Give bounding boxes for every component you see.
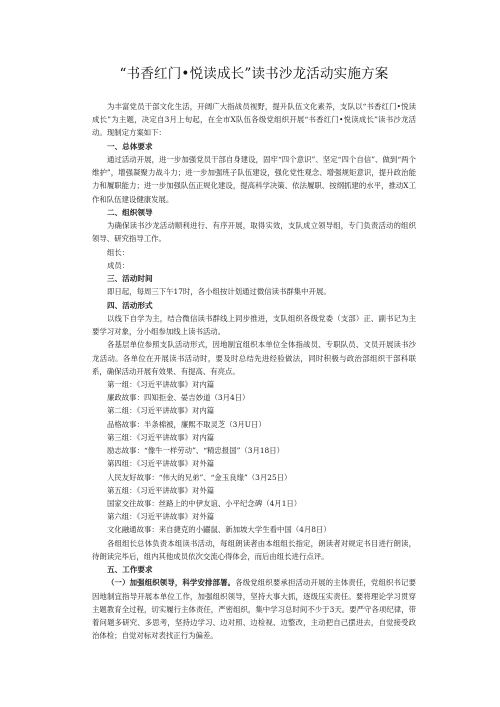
section-heading-time: 三、活动时间 <box>107 274 153 284</box>
schedule-line: 品格故事：半条棉被，廉熙不取灵芝（3月U日） <box>107 419 266 429</box>
schedule-line: 文化融通故事：来自捷克的小鼹鼠、新加坡大学生看中国（4月8日） <box>107 525 331 535</box>
section-heading-general: 一、总体要求 <box>107 141 153 151</box>
requirement-text: 各级党组织要承担活动开展的主体责任，党组织书记要因地制宜指导开展本单位工作，加强组织领导，坚持大事大抓，逐级压实责任。要将理论学习贯穿主题教育全过程，切实履行主体责任，严密组织，集中学习总时间不少于3天。要严守各项纪律，带着问题多研究、多思考，坚持边学习、边对照、边检视、边整改，主动把自己摆进去，自觉接受政治体检；自觉对标对表找正行为偏差。 <box>92 578 416 641</box>
section-heading-format: 四、活动形式 <box>107 300 153 310</box>
schedule-line: 第五组：《习近平讲故事》对外篇 <box>107 485 215 495</box>
leader-line: 组长： <box>107 247 130 257</box>
schedule-line: 第四组：《习近平讲故事》对外篇 <box>107 459 215 469</box>
schedule-line: 第二组：《习近平讲故事》对内篇 <box>107 406 215 416</box>
section-body-format-2: 各基层单位参照支队活动形式，因地制宜组织本单位全体指战员、专职队员、文员开展读书沙龙活动。各单位在开展读书活动时，要及时总结先进经验做法，同时积极与政治部组织干部科联系，确保活动开展有效果、有提高、有亮点。 <box>92 340 416 376</box>
schedule-line: 国家交往故事：丝路上的中伊友谊、小平纪念碑（4月1日） <box>107 498 302 508</box>
schedule-line: 人民友好故事：“伟大的兄弟”、“金玉良缘”（3月25日） <box>107 472 292 482</box>
section-body-leadership: 为确保读书沙龙活动顺利进行、有序开展，取得实效，支队成立领导组，专门负责活动的组织领导、研究指导工作。 <box>92 221 416 244</box>
section-body-general: 通过活动开展，进一步加强党员干部自身建设，固牢“四个意识”、坚定“四个自信”、做到“两个维护”，增强凝聚力战斗力；进一步加强班子队伍建设，强化党性观念、增强规矩意识，提升政治能力和履职能力；进一步加强队伍正规化建设，提高科学决策、依法履职、按纲抓建的水平，推动X工作和队伍建设健康发展。 <box>92 155 416 204</box>
section-heading-requirements: 五、工作要求 <box>107 564 153 574</box>
section-body-requirements <box>92 576 416 642</box>
section-heading-leadership: 二、组织领导 <box>107 207 153 217</box>
section-body-format-1: 以线下自学为主，结合微信读书群线上同步推进，支队组织各级党委（支部）正、副书记为主要学习对象，分小组参加线上读书活动。 <box>92 314 416 337</box>
schedule-line: 第六组：《习近平讲故事》对外篇 <box>107 512 215 522</box>
schedule-line: 励志故事：“像牛一样劳动”、“精忠报国”（3月18日） <box>107 446 285 456</box>
section-body-time: 即日起，每周三下午17时，各小组按计划通过微信读书群集中开展。 <box>107 287 331 297</box>
document-title: “书香红门•悦读成长”读书沙龙活动实施方案 <box>119 66 389 82</box>
section-body-format-3: 各组组长总体负责本组读书活动，每组朗读者由本组组长指定，朗读者对规定书目进行朗读，待朗读完毕后，组内其他成员依次交流心得体会，而后由组长进行点评。 <box>92 538 416 561</box>
requirement-lead: （一）加强组织领导，科学安排部署。 <box>107 578 236 588</box>
schedule-line: 第三组：《习近平讲故事》对内篇 <box>107 432 215 442</box>
schedule-line: 廉政故事：四知拒金、晏吉妙道（3月4日） <box>107 393 250 403</box>
schedule-line: 第一组：《习近平讲故事》对内篇 <box>107 380 215 390</box>
members-line: 成员： <box>107 260 130 270</box>
intro-paragraph: 为丰富党员干部文化生活，开阔广大指战员视野，提升队伍文化素养，支队以“书香红门•悦读成长”为主题，决定自3月上旬起，在全市X队伍各级党组织开展“书香红门•悦读成长”读书沙龙活动。现制定方案如下： <box>92 102 416 138</box>
